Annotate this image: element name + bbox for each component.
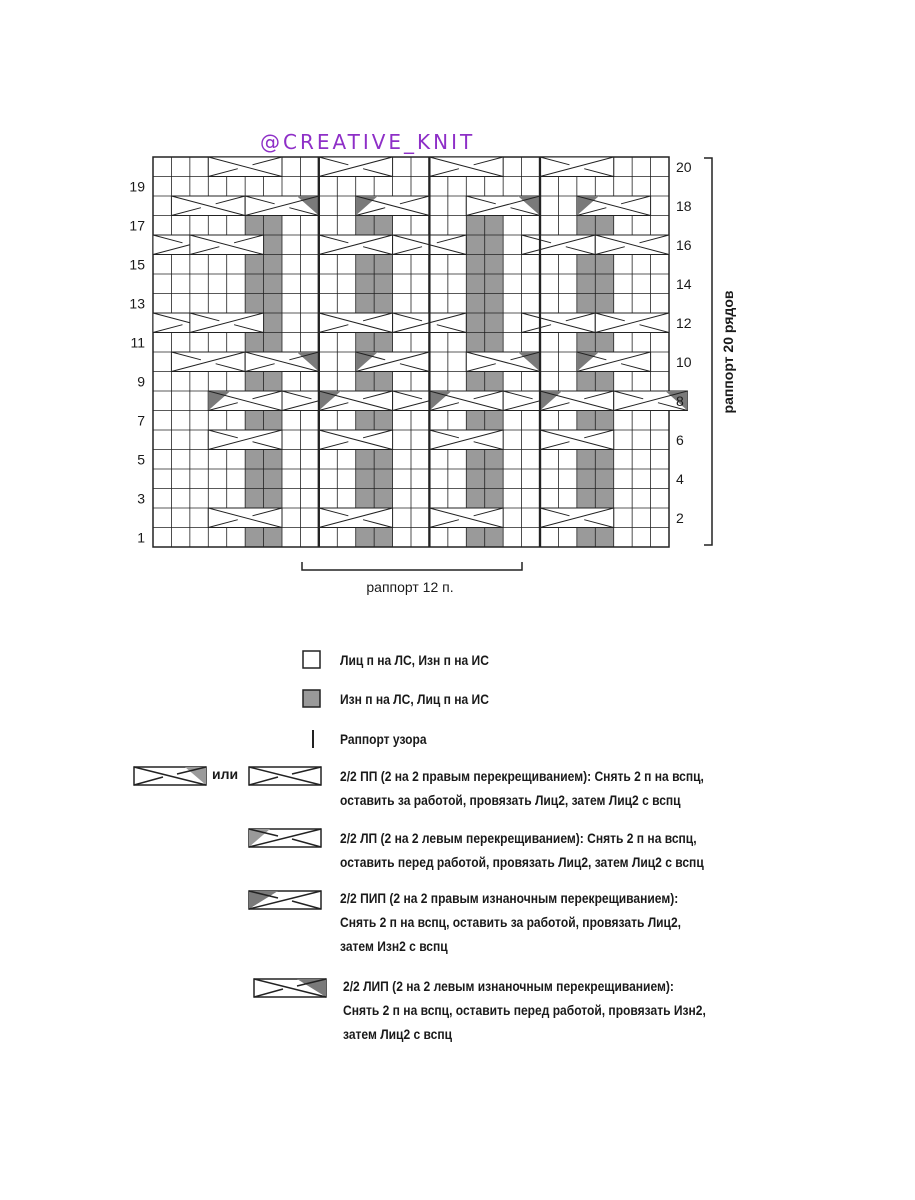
legend-text: 2/2 ЛП (2 на 2 левым перекрещиванием): Снять 2 п на вспц,	[340, 830, 697, 846]
purl-swatch-icon	[302, 689, 322, 709]
row-number-left: 17	[129, 217, 145, 234]
knit-swatch-icon	[302, 650, 322, 670]
row-number-left: 3	[137, 490, 145, 507]
legend-text: 2/2 ЛИП (2 на 2 левым изнаночным перекрещиванием):	[343, 978, 674, 994]
legend-text: оставить за работой, провязать Лиц2, затем Лиц2 с вспц	[340, 792, 681, 808]
row-number-left: 19	[129, 178, 145, 195]
row-number-right: 18	[676, 197, 692, 214]
row-number-right: 8	[676, 392, 684, 409]
legend-item-right-cross	[340, 764, 763, 812]
legend-text: 2/2 ПИП (2 на 2 правым изнаночным перекрещиванием):	[340, 890, 679, 906]
row-number-left: 9	[137, 373, 145, 390]
row-number-right: 20	[676, 158, 692, 175]
left-cross-icon	[248, 828, 322, 848]
stitch-repeat-label: раппорт 12 п.	[366, 579, 454, 595]
row-number-left: 5	[137, 451, 145, 468]
legend-text: Изн п на ЛС, Лиц п на ИС	[340, 691, 489, 707]
row-number-left: 11	[130, 334, 145, 351]
legend-item-repeat	[302, 727, 441, 751]
or-label: или	[212, 766, 239, 782]
row-number-left: 7	[137, 412, 145, 429]
right-cross-shaded-icon	[133, 766, 207, 786]
repeat-line-icon	[302, 729, 322, 749]
legend-item-left-purl-cross	[343, 974, 765, 1046]
legend-text: 2/2 ПП (2 на 2 правым перекрещиванием): Снять 2 п на вспц,	[340, 768, 704, 784]
legend-text: затем Изн2 с вспц	[340, 938, 448, 954]
legend-item-left-cross	[340, 826, 763, 874]
right-purl-cross-icon	[248, 890, 322, 910]
row-repeat-bracket	[704, 158, 712, 545]
legend-item-purl	[302, 687, 513, 711]
row-number-left: 1	[137, 529, 145, 546]
row-number-right: 6	[676, 431, 684, 448]
row-number-right: 16	[676, 236, 692, 253]
legend-text: Лиц п на ЛС, Изн п на ИС	[340, 652, 489, 668]
legend-text: Снять 2 п на вспц, оставить за работой, провязать Лиц2,	[340, 914, 682, 930]
legend-item-right-purl-cross	[340, 886, 737, 958]
row-number-right: 2	[676, 509, 684, 526]
row-number-right: 14	[676, 275, 692, 292]
right-cross-icon	[248, 766, 322, 786]
legend-item-knit	[302, 648, 513, 672]
row-number-right: 12	[676, 314, 692, 331]
legend-text: затем Лиц2 с вспц	[343, 1026, 453, 1042]
row-number-left: 15	[129, 256, 145, 273]
left-purl-cross-icon	[253, 978, 327, 998]
row-number-right: 10	[676, 353, 692, 370]
stitch-repeat-bracket	[302, 562, 522, 570]
legend-text: оставить перед работой, провязать Лиц2, затем Лиц2 с вспц	[340, 854, 704, 870]
row-number-left: 13	[129, 295, 145, 312]
row-number-right: 4	[676, 470, 684, 487]
legend-text: Снять 2 п на вспц, оставить перед работой, провязать Изн2,	[343, 1002, 706, 1018]
row-repeat-label: раппорт 20 рядов	[720, 290, 736, 414]
legend-text: Раппорт узора	[340, 731, 427, 747]
watermark-label: @CREATIVE_KNIT	[260, 130, 476, 154]
